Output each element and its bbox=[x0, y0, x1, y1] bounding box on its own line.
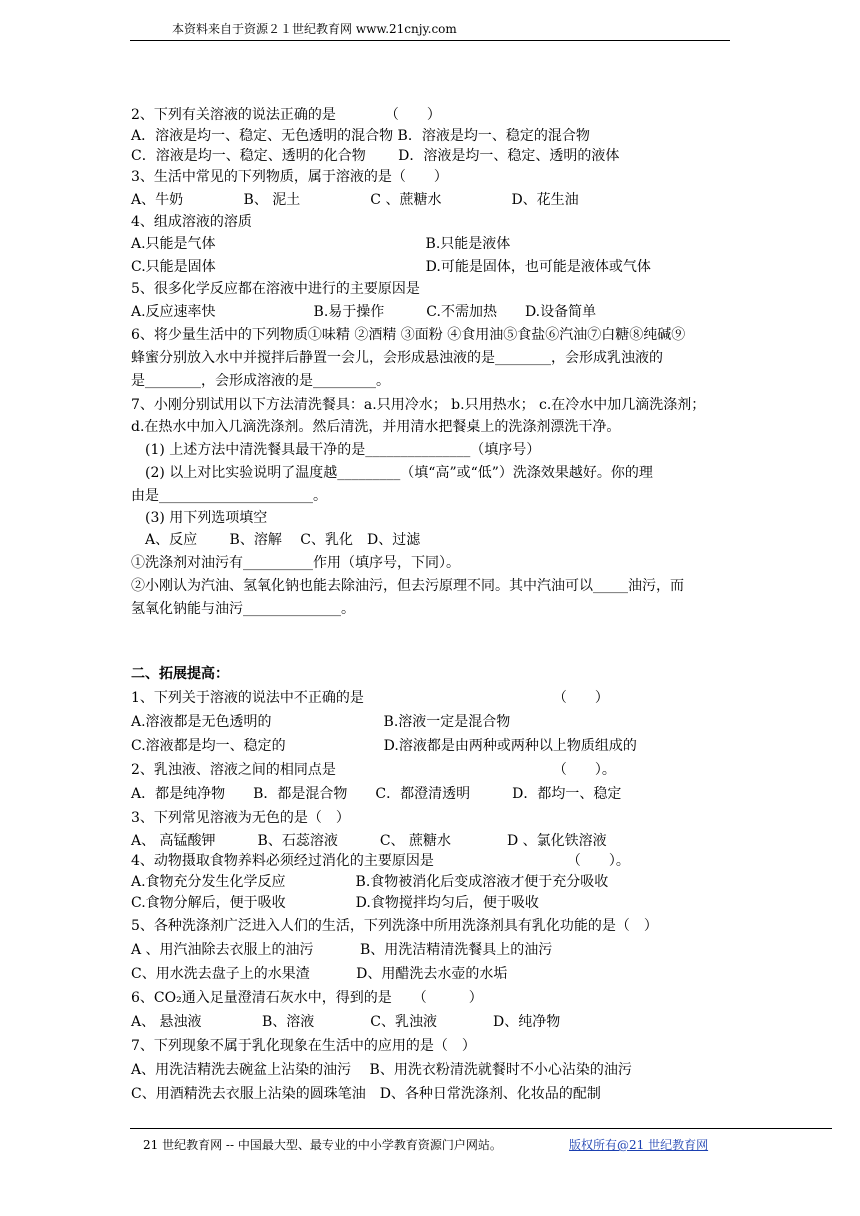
footer-rule bbox=[130, 1128, 832, 1129]
question-7-line-1: 7、小刚分别试用以下方法清洗餐具：a.只用冷水； b.只用热水； c.在冷水中加几滴洗涤剂； bbox=[131, 397, 706, 413]
ext-question-6: 6、CO₂通入足量澄清石灰水中，得到的是 （ ） bbox=[131, 990, 483, 1006]
ext-q4-options-ab: A.食物充分发生化学反应 B.食物被消化后变成溶液才便于充分吸收 bbox=[131, 874, 609, 890]
question-7-part-2-cont: 由是______________________。 bbox=[131, 488, 327, 504]
q5-options: A.反应速率快 B.易于操作 C.不需加热 D.设备简单 bbox=[131, 304, 597, 320]
question-7-part-2: (2) 以上对比实验说明了温度越_________（填“高”或“低”）洗涤效果越好。你的理 bbox=[131, 465, 653, 481]
question-5: 5、很多化学反应都在溶液中进行的主要原因是 bbox=[131, 281, 420, 297]
question-6-line-1: 6、将少量生活中的下列物质①味精 ②酒精 ③面粉 ④食用油⑤食盐⑥汽油⑦白糖⑧纯碱⑨ bbox=[131, 327, 686, 343]
ext-question-3: 3、下列常见溶液为无色的是（ ） bbox=[131, 810, 350, 826]
ext-question-5: 5、各种洗涤剂广泛进入人们的生活，下列洗涤中所用洗涤剂具有乳化功能的是（ ） bbox=[131, 918, 658, 934]
ext-q5-options-cd: C、用水洗去盘子上的水果渣 D、用醋洗去水壶的水垢 bbox=[131, 966, 508, 982]
ext-q2-options: A．都是纯净物 B．都是混合物 C．都澄清透明 D．都均一、稳定 bbox=[131, 786, 622, 802]
question-2: 2、下列有关溶液的说法正确的是 （ ） bbox=[131, 107, 441, 123]
question-6-line-2: 蜂蜜分别放入水中并搅拌后静置一会儿，会形成悬浊液的是________，会形成乳浊液的 bbox=[131, 350, 663, 366]
question-3: 3、生活中常见的下列物质，属于溶液的是（ ） bbox=[131, 169, 448, 185]
question-7-blank-2-line-1: ②小刚认为汽油、氢氧化钠也能去除油污，但去污原理不同。其中汽油可以_____油污，而 bbox=[131, 578, 684, 594]
section-title-extension: 二、拓展提高： bbox=[131, 666, 229, 682]
ext-q1-options-cd: C.溶液都是均一、稳定的 D.溶液都是由两种或两种以上物质组成的 bbox=[131, 738, 637, 754]
ext-q7-options-cd: C、用酒精洗去衣服上沾染的圆珠笔油 D、各种日常洗涤剂、化妆品的配制 bbox=[131, 1086, 601, 1102]
q2-options-ab: A．溶液是均一、稳定、无色透明的混合物 B．溶液是均一、稳定的混合物 bbox=[131, 128, 590, 144]
ext-question-1: 1、下列关于溶液的说法中不正确的是 （ ） bbox=[131, 690, 609, 706]
q3-options: A、牛奶 B、 泥土 C 、蔗糖水 D、花生油 bbox=[131, 192, 579, 208]
q4-options-cd: C.只能是固体 D.可能是固体，也可能是液体或气体 bbox=[131, 259, 651, 275]
question-7-part-1: (1) 上述方法中清洗餐具最干净的是_______________（填序号） bbox=[131, 442, 541, 458]
question-7-choices: A、反应 B、溶解 C、乳化 D、过滤 bbox=[131, 532, 421, 548]
question-6-line-3: 是________，会形成溶液的是_________。 bbox=[131, 373, 390, 389]
footer-copyright-link[interactable]: 版权所有@21 世纪教育网 bbox=[569, 1138, 709, 1152]
ext-question-7: 7、下列现象不属于乳化现象在生活中的应用的是（ ） bbox=[131, 1038, 476, 1054]
question-7-part-3: (3) 用下列选项填空 bbox=[131, 510, 268, 526]
header-rule bbox=[130, 40, 730, 41]
q2-options-cd: C．溶液是均一、稳定、透明的化合物 D．溶液是均一、稳定、透明的液体 bbox=[131, 148, 620, 164]
question-7-line-2: d.在热水中加入几滴洗涤剂。然后清洗，并用清水把餐桌上的洗涤剂漂洗干净。 bbox=[131, 419, 621, 435]
ext-q4-options-cd: C.食物分解后，便于吸收 D.食物搅拌均匀后，便于吸收 bbox=[131, 895, 539, 911]
ext-q5-options-ab: A 、用汽油除去衣服上的油污 B、用洗洁精清洗餐具上的油污 bbox=[131, 942, 553, 958]
ext-q6-options: A、 悬浊液 B、溶液 C、乳浊液 D、纯净物 bbox=[131, 1014, 561, 1030]
footer-text: 21 世纪教育网 -- 中国最大型、最专业的中小学教育资源门户网站。 bbox=[143, 1138, 502, 1152]
question-7-blank-1: ①洗涤剂对油污有__________作用（填序号，下同）。 bbox=[131, 555, 460, 571]
ext-q7-options-ab: A、用洗洁精洗去碗盆上沾染的油污 B、用洗衣粉清洗就餐时不小心沾染的油污 bbox=[131, 1062, 632, 1078]
ext-question-4: 4、动物摄取食物养料必须经过消化的主要原因是 （ ）。 bbox=[131, 853, 630, 869]
ext-q3-options: A、 高锰酸钾 B、石蕊溶液 C、 蔗糖水 D 、氯化铁溶液 bbox=[131, 833, 607, 849]
question-4: 4、组成溶液的溶质 bbox=[131, 214, 252, 230]
ext-question-2: 2、乳浊液、溶液之间的相同点是 （ ）。 bbox=[131, 762, 616, 778]
ext-q1-options-ab: A.溶液都是无色透明的 B.溶液一定是混合物 bbox=[131, 714, 511, 730]
q4-options-ab: A.只能是气体 B.只能是液体 bbox=[131, 236, 511, 252]
page-header: 本资料来自于资源２１世纪教育网 www.21cnjy.com bbox=[172, 22, 457, 36]
question-7-blank-2-line-2: 氢氧化钠能与油污______________。 bbox=[131, 601, 355, 617]
